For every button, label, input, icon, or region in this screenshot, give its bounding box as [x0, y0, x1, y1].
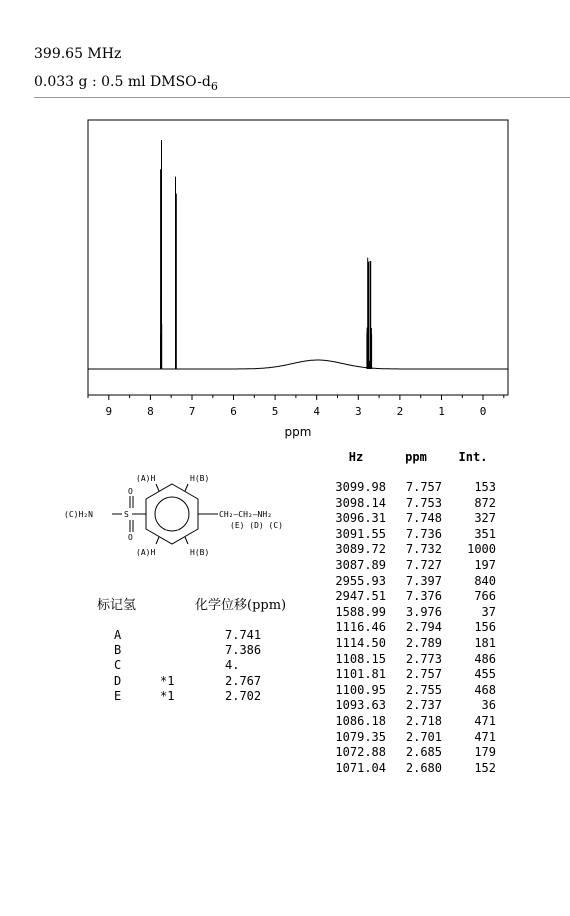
peak-table-cell: 1116.46 [335, 620, 386, 635]
x-tick-label-0: 0 [479, 405, 487, 418]
spectrum-trace-group [88, 140, 508, 369]
peak-table-cell: 486 [474, 651, 496, 666]
peak-table-cell: 181 [474, 636, 496, 650]
assignment-note: *1 [160, 688, 175, 703]
peak-table-cell: 3096.31 [335, 511, 386, 526]
h-a-top-label: (A)H [136, 474, 156, 483]
peak-table-cell: 351 [474, 526, 496, 541]
peak-table-cell: 179 [474, 745, 496, 760]
peak-table-cell: 471 [474, 729, 496, 744]
bond-ring-ha-top [156, 484, 159, 491]
peak-table-cell: 3099.98 [335, 480, 386, 494]
assignment-label: B [114, 643, 122, 658]
peak-table-cell: 153 [474, 480, 496, 494]
peak-table-cell: 7.748 [405, 511, 442, 526]
x-tick-label-4: 4 [313, 405, 321, 418]
peak-table-cell: 2.718 [405, 714, 442, 728]
peak-table-cell: 455 [474, 667, 496, 682]
peak-table-cell: 156 [474, 620, 496, 635]
plot-frame [88, 120, 508, 395]
sulfonamide-nh2-label: (C)H₂N [64, 510, 93, 519]
peak-table-cell: 471 [474, 714, 496, 728]
assignment-note: *1 [160, 673, 175, 688]
peak-table-cell: 840 [474, 573, 496, 588]
peak-table-cell: 2.757 [405, 667, 442, 682]
h-b-bottom-label: H(B) [190, 548, 210, 557]
peak-table-cell: 3098.14 [335, 495, 386, 510]
peak-table-cell: 7.727 [405, 558, 442, 572]
nmr-spectrum-chart [0, 110, 570, 440]
peak-table-header-0: Hz [348, 450, 364, 464]
peak-table-header-1: ppm [405, 450, 427, 464]
peak-table-cell: 37 [481, 604, 496, 619]
peak-table-cell: 2.755 [405, 682, 442, 697]
bond-ring-hb-bottom [185, 537, 188, 544]
peak-table-cell: 152 [474, 760, 496, 775]
peak-table-cell: 7.397 [405, 573, 442, 588]
peak-table-cell: 2.737 [405, 698, 442, 713]
peak-table-cell: 2.773 [405, 651, 442, 666]
x-tick-label-7: 7 [188, 405, 196, 418]
peak-table-cell: 2.794 [405, 620, 442, 635]
assignment-shift: 4. [225, 658, 240, 673]
assignment-label: D [114, 673, 122, 688]
assignment-header-shift: 化学位移(ppm) [195, 598, 287, 613]
benzene-ring [146, 484, 198, 544]
peak-table-cell: 2.789 [405, 636, 442, 650]
peak-table-cell: 1101.81 [335, 667, 386, 682]
peak-table-cell: 2947.51 [335, 589, 386, 604]
assignment-label: A [114, 628, 122, 642]
oxygen-top-atom: O [128, 487, 133, 496]
peak-table-cell: 468 [474, 682, 496, 697]
peak-table-cell: 2955.93 [335, 573, 386, 588]
peak-table-cell: 2.680 [405, 760, 442, 775]
bond-ring-hb-top [185, 484, 188, 491]
assignment-header-label: 标记氢 [97, 598, 137, 613]
peak-table-cell: 7.376 [405, 589, 442, 604]
peak-table-cell: 3089.72 [335, 542, 386, 557]
assignment-shift: 2.702 [225, 688, 262, 703]
x-tick-label-9: 9 [105, 405, 113, 418]
x-tick-label-1: 1 [438, 405, 445, 418]
assignment-label: E [114, 688, 122, 703]
x-axis-label: ppm [284, 425, 312, 439]
spectrum-baseline [88, 360, 508, 369]
assignment-label: C [114, 658, 122, 673]
peak-table-cell: 3087.89 [335, 558, 386, 572]
sample-prefix: 0.033 g : 0.5 ml DMSO-d [34, 74, 211, 90]
peak-table-cell: 1588.99 [335, 604, 386, 619]
h-b-top-label: H(B) [190, 474, 210, 483]
x-tick-label-3: 3 [354, 405, 362, 418]
spectrometer-frequency: 399.65 MHz [34, 46, 122, 62]
peak-table-cell: 7.732 [405, 542, 442, 557]
x-tick-label-6: 6 [230, 405, 237, 418]
peak-table-cell: 327 [474, 511, 496, 526]
peak-table-cell: 197 [474, 558, 496, 572]
sample-subscript: 6 [210, 80, 218, 93]
peak-table-cell: 1114.50 [335, 636, 386, 650]
x-tick-label-2: 2 [396, 405, 404, 418]
peak-table-cell: 1108.15 [335, 651, 386, 666]
peak-table-cell: 1093.63 [335, 698, 386, 713]
peak-table-cell: 1086.18 [335, 714, 386, 728]
x-tick-label-5: 5 [271, 405, 279, 418]
peak-table-cell: 36 [481, 698, 496, 713]
ethylamine-chain: CH₂—CH₂—NH₂ [219, 510, 272, 519]
peak-table-cell: 7.753 [405, 495, 442, 510]
x-ticks-group [88, 395, 504, 418]
peak-table-header-2: Int. [458, 450, 488, 464]
peak-table-cell: 2.685 [405, 745, 442, 760]
aromatic-circle [155, 497, 189, 531]
peak-table-cell: 1072.88 [335, 745, 386, 760]
peak-table-cell: 2.701 [405, 729, 442, 744]
peak-table-cell: 3.976 [405, 604, 442, 619]
assignment-shift: 7.386 [225, 643, 262, 658]
peak-table-cell: 872 [474, 495, 496, 510]
sulfur-atom: S [124, 510, 129, 519]
peak-table-cell: 7.757 [405, 480, 442, 494]
assignment-shift: 2.767 [225, 673, 262, 688]
peak-table-cell: 766 [474, 589, 496, 604]
peak-table-cell: 1071.04 [335, 760, 386, 775]
sample-description [34, 74, 218, 93]
peak-table-cell: 7.736 [405, 526, 442, 541]
oxygen-bottom-atom: O [128, 533, 133, 542]
structure-diagram [60, 470, 330, 582]
peak-table-cell: 3091.55 [335, 526, 386, 541]
peak-table-cell: 1000 [467, 542, 496, 557]
peak-table-cell: 1079.35 [335, 729, 386, 744]
h-a-bottom-label: (A)H [136, 548, 156, 557]
peak-table-cell: 1100.95 [335, 682, 386, 697]
bond-ring-ha-bottom [156, 537, 159, 544]
x-tick-label-8: 8 [147, 405, 154, 418]
header-divider [34, 97, 570, 98]
chain-proton-labels: (E) (D) (C) [230, 521, 283, 530]
assignment-shift: 7.741 [225, 628, 262, 642]
